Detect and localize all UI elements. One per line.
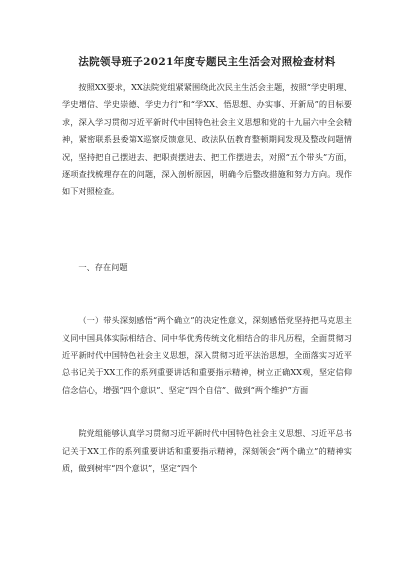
body-paragraph: 院党组能够认真学习贯彻习近平新时代中国特色社会主义思想、习近平总书记关于XX工作的系列重要讲话和重要指示精神，深刻领会“两个确立”的精神实质，做到树牢“四个意识”，坚定“四个: [62, 428, 352, 474]
section-heading: 一、存在问题: [78, 261, 128, 272]
subsection-paragraph: （一）带头深刻感悟“两个确立”的决定性意义，深刻感悟党坚持把马克思主义同中国具体实际相结合、同中华优秀传统文化相结合的非凡历程，全面贯彻习近平新时代中国特色社会主义思想，深入贯彻习近平法治思想，全面落实习近平总书记关于XX工作的系列重要讲话和重要指示精神，树立正确XX观，坚定信仰信念信心，增强“四个意识”、坚定“四个自信”、做到“两个维护”方面: [62, 315, 352, 395]
intro-paragraph: 按照XX要求，XX法院党组紧紧围绕此次民主生活会主题，按照“学史明理、学史增信、学史崇德、学史力行”和“学XX、悟思想、办实事、开新局”的目标要求，深入学习贯彻习近平新时代中国特色社会主义思想和党的十九届六中全会精神，紧密联系县委第X巡察反馈意见、政法队伍教育整顿期间发现及整改问题情况，坚持把自己摆进去、把职责摆进去、把工作摆进去，对照“五个带头”方面，逐项查找梳理存在的问题，深入剖析原因，明确今后整改措施和努力方向。现作如下对照检查。: [62, 82, 352, 197]
document-title: 法院领导班子2021年度专题民主生活会对照检查材料: [78, 56, 336, 68]
